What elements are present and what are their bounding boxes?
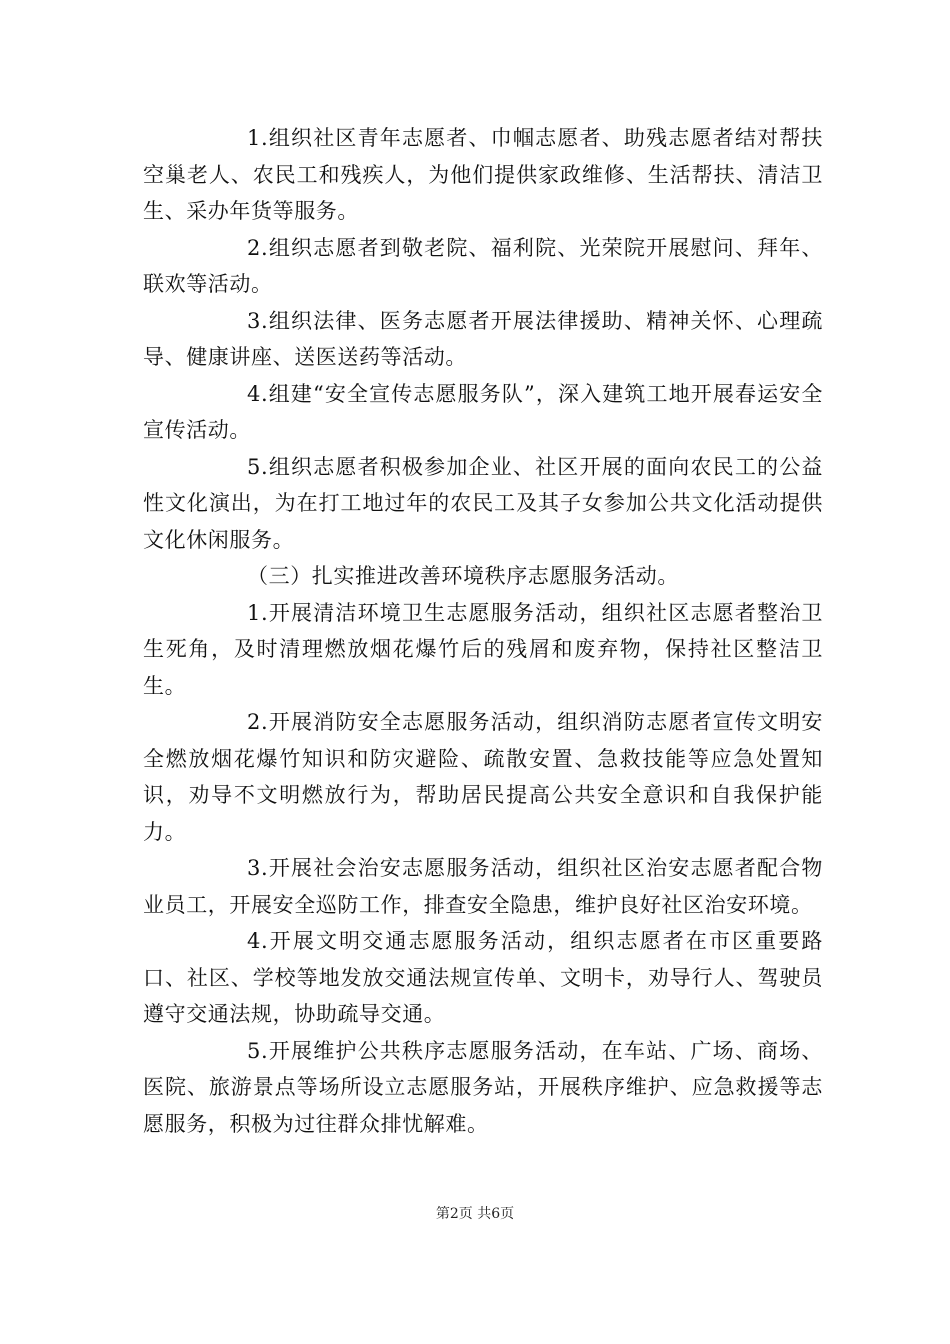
paragraph-5: 5.组织志愿者积极参加企业、社区开展的面向农民工的公益性文化演出，为在打工地过年的农民工及其子女参加公共文化活动提供文化休闲服务。 <box>143 454 823 552</box>
paragraph-4: 4.组建“安全宣传志愿服务队”，深入建筑工地开展春运安全宣传活动。 <box>143 381 823 442</box>
paragraph-1: 1.组织社区青年志愿者、巾帼志愿者、助残志愿者结对帮扶空巢老人、农民工和残疾人，为他们提供家政维修、生活帮扶、清洁卫生、采办年货等服务。 <box>143 126 823 223</box>
paragraph-3: 3.组织法律、医务志愿者开展法律援助、精神关怀、心理疏导、健康讲座、送医送药等活动。 <box>143 308 823 369</box>
paragraph-2: 2.组织志愿者到敬老院、福利院、光荣院开展慰问、拜年、联欢等活动。 <box>143 235 823 296</box>
footer-suffix: 页 <box>500 1206 515 1222</box>
document-body <box>143 120 823 1142</box>
footer-total-pages: 6 <box>491 1206 501 1222</box>
footer-prefix: 第 <box>435 1206 450 1222</box>
paragraph-8: 3.开展社会治安志愿服务活动，组织社区治安志愿者配合物业员工，开展安全巡防工作，排查安全隐患，维护良好社区治安环境。 <box>143 856 823 917</box>
footer-middle: 页 共 <box>458 1206 492 1222</box>
page-footer <box>0 1203 950 1223</box>
paragraph-6: 1.开展清洁环境卫生志愿服务活动，组织社区志愿者整治卫生死角，及时清理燃放烟花爆竹后的残屑和废弃物，保持社区整洁卫生。 <box>143 600 823 698</box>
section-heading: （三）扎实推进改善环境秩序志愿服务活动。 <box>247 564 679 588</box>
paragraph-7: 2.开展消防安全志愿服务活动，组织消防志愿者宣传文明安全燃放烟花爆竹知识和防灾避险、疏散安置、急救技能等应急处置知识，劝导不文明燃放行为，帮助居民提高公共安全意识和自我保护能力。 <box>143 710 823 844</box>
paragraph-9: 4.开展文明交通志愿服务活动，组织志愿者在市区重要路口、社区、学校等地发放交通法规宣传单、文明卡，劝导行人、驾驶员遵守交通法规，协助疏导交通。 <box>143 929 823 1026</box>
footer-current-page: 2 <box>449 1206 459 1222</box>
paragraph-10: 5.开展维护公共秩序志愿服务活动，在车站、广场、商场、医院、旅游景点等场所设立志愿服务站，开展秩序维护、应急救援等志愿服务，积极为过往群众排忧解难。 <box>143 1038 823 1136</box>
